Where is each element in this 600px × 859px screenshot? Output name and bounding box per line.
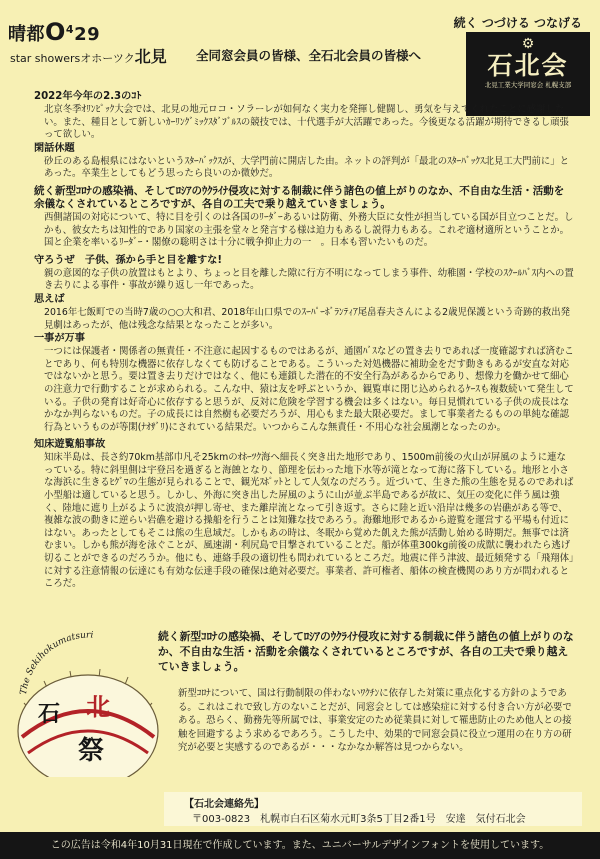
section-heading: 続く新型ｺﾛﾅの感染禍、そしてﾛｼｱのｳｸﾗｲﾅ侵攻に対する制裁に伴う諸色の値上がりのなか、不自由な生活・活動を余儀なくされているところですが、各自の工夫で乗り越えていきましょう。 [34,184,565,211]
contact-box [164,792,582,826]
bottom-heading: 続く新型ｺﾛﾅの感染禍、そしてﾛｼｱのｳｸﾗｲﾅ侵攻に対する制裁に伴う諸色の値上がりのなか、不自由な生活・活動を余儀なくされているところですが、各自の工夫で乗り越えていきましょう。 [158,630,574,673]
contact-title: 【石北会連絡先】 [184,799,264,810]
sub-brand-city: 北見 [134,47,167,66]
brand-day: 29 [74,24,101,45]
sub-brand: star showersオホーツク [10,52,135,65]
fan-char-mid: 北 [86,692,110,721]
bottom-body: 新型ｺﾛﾅについて、国は行動制限の伴わないﾜｸﾁﾝに依存した対策に重点化する方針のようである。これはこれで致し方のないことだが、同窓会としては感染症に対する付き合い方が必要である。恐らく、勤務先等所属では、事業安定のため従業員に対して罹患防止のため他人との接触を回避するよう求めるであろう。こうした中、効果的で同窓会員に役立つ運用の在り方の研究が必要と実感するのであるが・・・なかなか解答は見つからない。 [178,688,572,753]
logo-name: 石北会 [487,51,569,80]
section-body: 北京冬季ｵﾘﾝﾋﾟｯｸ大会では、北見の地元ロコ・ソラーレが如何なく実力を発揮し健闘し、勇気を与えてくれたことに感謝したい。また、種目として新しいｶｰﾘﾝｸﾞﾐｯｸｽﾀﾞﾌﾞﾙｽの競技では、十代選手が大活躍であった。今後更なる活躍が期待できるし頑張って欲しい。 [44,104,569,141]
section-heading: 一事が万事 [34,333,85,345]
brand-subtitle [10,44,167,67]
section-body: 西側諸国の対応について、特に目を引くのは各国のﾘｰﾀﾞｰあるいは防衛、外務大臣に女性が担当している国が目立つことだ。しかも、彼女たちは知性的であり国家の主張を堂々と発言する様は迫力もあるし説得力もある。これぞ適材適所ということか。国と企業を率いるﾘｰﾀﾞｰ・閣僚の聡明さは十分に戦争抑止力の一 。日本も習いたいものだ。 [44,211,574,249]
brand-prefix: 晴都 [8,24,45,45]
greeting: 全同窓会員の皆様、全石北会員の皆様へ [196,48,422,63]
section-heading: 2022年今年の2.3のｺﾄ [34,91,142,102]
section-body: 砂丘のある島根県にはないというｽﾀｰﾊﾞｯｸｽが、大学門前に開店した由。ネットの評判が「最北のｽﾀｰﾊﾞｯｸｽ北見工大門前に」とあった。卒業生としてもどう思ったら良いのか微妙だ。 [44,155,570,180]
brand-month: 4 [65,23,75,36]
fan-arc-label: The Sekihokumatsuri [19,630,94,696]
contact-address: 〒003-0823 札幌市白石区菊水元町3条5丁目2番1号 安達 気付石北会 [192,814,526,825]
section-body: 知床半島は、長さ約70km基部巾凡そ25kmのｵﾎｰﾂｸ海へ細長く突き出た地形であり、1500m前後の火山が屏風のように連なっている。特に斜里側は宇登呂を過ぎると海蝕となり、節理を伝わった地下水等が滝となって海に落下している。地形と小さな海浜に生きるﾋｸﾞﾏの生態が見られることで、観光ｽﾎﾟｯﾄとして人気なのだろう。近づいて、生きた熊の生態を見るのであれば小型船は適していると思う。しかし、外海に突き出した屏風のように山が並ぶ半島であるが故に、気圧の変化に伴う風は強く、陸地に遮り上がるように波浪が押し寄せ、また離岸流となって引き返す。さらに陸と近い沿岸は幾多の岩礁がある等で、複雑な波の動きに逆らい岩礁を避ける操船を行うことは知難な技であろう。海難地形であるから遊覧を運営する平場も付近にはない。あったとしてもそこは熊の生息域だ。しかもあの時は、冬眠から覚めた飢えた熊が活動し始める時期だ。無事では済むまい。しかも熊が海を泳ぐことが、風速湖・利尻島で目撃されていることだ。船が体重300kg前後の成獣に襲われたら逃げ切ることができるのだろうか。他にも、連絡手段の適切性も問われているところだ。地震に伴う津波、最近頻発する「飛翔体」に対する注意情報の伝達にも有効な伝達手段の確保は絶対必要だ。事業者、許可権者、船体の検査機関のあり方が問われるところだ。 [44,452,574,590]
section-heading: 思えば [34,293,65,305]
section-heading: 守ろうぜ 子供、孫から手と目を離すな! [34,254,223,266]
section-heading: 知床遊覧船事故 [34,439,106,451]
main-content [34,90,574,591]
brand-title [8,18,100,46]
festival-fan [4,627,172,777]
section-heading: 閑話休題 [34,142,75,154]
section-body: 2016年七飯町での当時7歳の○○大和君、2018年山口県でのｽｰﾊﾟｰﾎﾞﾗﾝﾃｨｱ尾畠春夫さんによる2歳児保護という奇跡的救出発見劇はあったが、他は残念な結果となったことが多い。 [44,306,571,331]
emblem-icon: ⚙ [521,36,535,52]
section-body: 一つには保護者・関係者の無責任・不注意に起因するものではあるが、通園ﾊﾞｽなどの置き去りであれば一度確認すれば済むことであり、何も特別な機器に依存しなくても防げることである。こういった対処機器に補助金をだす動きもあるが安直な対応ではないかと思う。要は置き去りだけではなく、他にも連鎖した潜在的不安全行為があるからであり、想像力を働かせて細心の注意力で行動することが求められる。こんな中、猿は友を呼ぶというか、観覧車に閉じ込められるｹｰｽも複数続いて発生している。子供の発育は好奇心に依存すると思うが、反対に危険を学習する機会は多くはない。毎日見慣れている子供の成長はなかなか判らないものだ。子の成長には自然樹も必要だろうが、用心もまた最大限必要だ。まして事業者たるものの単純な確認行為というものが等閑(ﾅｵｻﾞﾘ)にされている結果だ。いつからこんな無責任・不用心な社会風潮となったのか。 [44,346,574,433]
fan-char-bottom: 祭 [78,736,105,766]
footer-note: この広告は令和4年10月31日現在で作成しています。また、ユニバーサルデザインフォントを使用しています。 [0,832,600,859]
logo-subtitle: 北見工業大学同窓会 札幌支部 [484,81,572,89]
fan-graphic [4,627,172,777]
brand-digits: O [45,18,66,46]
section-body: 親の意図的な子供の放置はもとより、ちょっと目を離した隙に行方不明になってしまう事件、幼稚園・学校のｽｸｰﾙﾊﾞｽ内への置き去りによる事件・事故が繰り返し一年であった。 [44,267,574,292]
slogan: 続く つづける つなげる [453,16,582,30]
fan-char-top: 石 [38,701,61,727]
